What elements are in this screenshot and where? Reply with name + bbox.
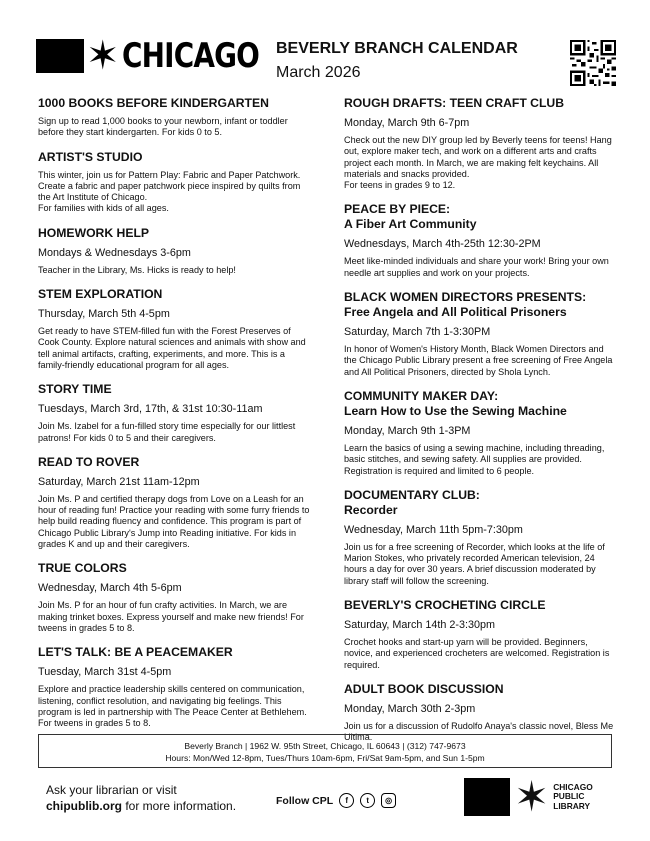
event-story-time: [38, 382, 310, 444]
event-black-women-directors: [344, 290, 616, 378]
cpl-logo-bar: [464, 778, 510, 816]
event-peacemaker: [38, 645, 310, 729]
event-title: ADULT BOOK DISCUSSION: [344, 681, 504, 696]
event-time: Tuesday, March 31st 4-5pm: [38, 666, 172, 679]
qr-code-icon: [570, 40, 616, 86]
event-description: Sign up to read 1,000 books to your newborn, infant or toddler before they start kindergarten. For kids 0 to 5.: [38, 116, 288, 138]
logo-bar: [36, 39, 84, 73]
star-icon: ✶: [86, 34, 120, 78]
event-description: In honor of Women's History Month, Black Women Directors and the Chicago Public Library present a free screening of Free Angela and All Political Prisoners, directed by Shola Lynch.: [344, 344, 613, 377]
event-title: PEACE BY PIECE:: [344, 202, 451, 217]
website-link[interactable]: chipublib.org: [46, 799, 122, 813]
event-description: Join Ms. Izabel for a fun-filled story time especially for our littlest patrons! For kids 0 to 5 and their caregivers.: [38, 421, 296, 443]
event-time: Saturday, March 7th 1-3:30PM: [344, 326, 491, 339]
website-line: [46, 798, 236, 814]
event-title: TRUE COLORS: [38, 561, 127, 576]
cpl-logo: [464, 773, 593, 820]
event-description: Join us for a free screening of Recorder, which looks at the life of Marion Stokes, who privately recorded American television, 24 hours a day for over 30 years. A brief discussion moderated by library staff will follow the screening.: [344, 541, 605, 586]
website-suffix: for more information.: [122, 799, 237, 813]
event-title: STEM EXPLORATION: [38, 287, 163, 302]
event-subtitle: Learn How to Use the Sewing Machine: [344, 403, 567, 418]
event-subtitle: Recorder: [344, 502, 398, 517]
page-title: BEVERLY BRANCH CALENDAR: [276, 40, 518, 57]
event-rough-drafts: [344, 96, 616, 191]
event-title: BEVERLY'S CROCHETING CIRCLE: [344, 598, 546, 613]
follow-label: Follow CPL: [276, 794, 334, 807]
logo-word: CHICAGO: [121, 36, 259, 76]
chicago-logo: [36, 36, 289, 76]
event-title: 1000 BOOKS BEFORE KINDERGARTEN: [38, 96, 269, 110]
event-maker-day: [344, 389, 616, 477]
event-description: Join us for a discussion of Rudolfo Anaya's classic novel, Bless Me Ultima.: [344, 720, 614, 743]
left-column: [38, 96, 310, 740]
event-time: Wednesdays, March 4th-25th 12:30-2PM: [344, 238, 541, 251]
event-time: Monday, March 30th 2-3pm: [344, 702, 476, 715]
event-subtitle: Free Angela and All Political Prisoners: [344, 305, 567, 320]
event-crocheting-circle: [344, 598, 616, 671]
event-time: Mondays & Wednesdays 3-6pm: [38, 246, 191, 259]
social-follow: [276, 793, 396, 808]
event-description: This winter, join us for Pattern Play: Fabric and Paper Patchwork. Create a fabric and paper patchwork piece inspired by quilts from the Art Institute of Chicago. For families with kids of all ages.: [38, 169, 301, 214]
event-title: STORY TIME: [38, 382, 112, 397]
event-description: Check out the new DIY group led by Beverly teens for teens! Hang out, explore maker tech, and work on a different arts and crafts project each month. In March, we are making felt keychains. All materials and snacks provided. For teens in grades 9 to 12.: [344, 135, 612, 191]
event-title: DOCUMENTARY CLUB:: [344, 487, 480, 502]
event-true-colors: [38, 561, 310, 634]
event-description: Meet like-minded individuals and share your work! Bring your own needle art supplies and work on your projects.: [344, 256, 609, 278]
event-title: HOMEWORK HELP: [38, 225, 150, 240]
event-time: Tuesdays, March 3rd, 17th, & 31st 10:30-11am: [38, 403, 263, 416]
event-title: COMMUNITY MAKER DAY:: [344, 388, 499, 403]
event-description: Learn the basics of using a sewing machine, including threading, basic stitches, and sewing safety. All supplies are provided. Registration is required and limited to 6 people.: [344, 442, 605, 476]
event-description: Get ready to have STEM-filled fun with the Forest Preserves of Cook County. Explore natural sciences and animals with show and tell animal artifacts, crafting, experiments, and more. This is a family-friendly educational program for all ages.: [38, 326, 306, 370]
event-artists-studio: [38, 150, 310, 215]
event-stem-exploration: [38, 287, 310, 371]
header: [36, 32, 614, 92]
facebook-icon[interactable]: f: [339, 793, 354, 808]
event-documentary-club: [344, 488, 616, 587]
event-time: Thursday, March 5th 4-5pm: [38, 308, 170, 321]
event-read-to-rover: [38, 455, 310, 550]
footer-message: [46, 782, 236, 814]
event-description: Explore and practice leadership skills centered on communication, listening, conflict resolution, and navigating big feelings. This program is led in partnership with The Peace Center at Bethlehem. For tweens in grades 5 to 8.: [38, 684, 307, 729]
event-description: Crochet hooks and start-up yarn will be provided. Beginners, novice, and experienced crocheters are welcomed. Registration is required.: [344, 637, 610, 670]
event-title: BLACK WOMEN DIRECTORS PRESENTS:: [344, 290, 587, 305]
branch-address: Beverly Branch | 1962 W. 95th Street, Chicago, IL 60643 | (312) 747-9673: [184, 741, 466, 751]
event-title: ROUGH DRAFTS: TEEN CRAFT CLUB: [344, 96, 565, 110]
twitter-icon[interactable]: t: [360, 793, 375, 808]
event-description: Teacher in the Library, Ms. Hicks is ready to help!: [38, 264, 236, 275]
event-title: READ TO ROVER: [38, 454, 140, 469]
event-title: LET'S TALK: BE A PEACEMAKER: [38, 645, 233, 660]
right-column: [344, 96, 616, 755]
branch-hours: Hours: Mon/Wed 12-8pm, Tues/Thurs 10am-6pm, Fri/Sat 9am-5pm, and Sun 1-5pm: [165, 753, 485, 763]
event-description: Join Ms. P and certified therapy dogs from Love on a Leash for an hour of reading fun! Practice your reading with some furry friends to help build reading fluency and confidence. This program is part of Chicago Public Library's Jump into Reading initiative. For kids in grades K and up and their caregivers.: [38, 493, 310, 550]
event-title: ARTIST'S STUDIO: [38, 149, 143, 164]
event-time: Monday, March 9th 6-7pm: [344, 117, 470, 129]
instagram-icon[interactable]: ◎: [381, 793, 396, 808]
event-time: Saturday, March 14th 2-3:30pm: [344, 619, 496, 632]
event-time: Wednesday, March 4th 5-6pm: [38, 582, 182, 595]
event-time: Wednesday, March 11th 5pm-7:30pm: [344, 523, 523, 536]
event-peace-by-piece: [344, 202, 616, 279]
event-subtitle: A Fiber Art Community: [344, 217, 477, 232]
branch-info-box: [38, 734, 612, 768]
event-homework-help: [38, 226, 310, 276]
event-description: Join Ms. P for an hour of fun crafty activities. In March, we are making trinket boxes. Express yourself and make new friends! For tweens in grades 5 to 8.: [38, 600, 304, 633]
page-month: March 2026: [276, 64, 361, 81]
cpl-logo-text: CHICAGO PUBLIC LIBRARY: [553, 781, 593, 811]
event-time: Monday, March 9th 1-3PM: [344, 424, 471, 437]
ask-librarian-text: Ask your librarian or visit: [46, 783, 177, 797]
event-time: Saturday, March 21st 11am-12pm: [38, 475, 200, 488]
event-1000-books: [38, 96, 310, 139]
star-icon: ✶: [514, 773, 550, 820]
